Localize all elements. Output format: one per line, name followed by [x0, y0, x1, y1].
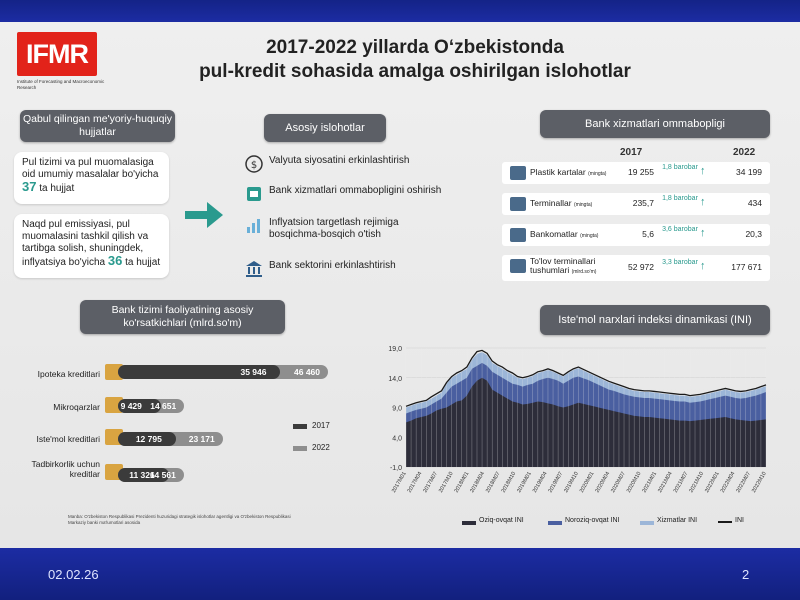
legend-label-food: Oziq-ovqat INI	[479, 517, 524, 524]
value-2022: 14 561	[149, 470, 176, 480]
x-tick-label: 2019M01	[516, 471, 533, 494]
docs-card-2-count: 36	[107, 253, 123, 268]
service-multiplier: 1,8 barobar	[662, 164, 698, 171]
legend-swatch-cpi	[718, 521, 732, 523]
docs-header: Qabul qilingan me'yoriy-huquqiy hujjatlar	[20, 110, 175, 142]
x-tick-label: 2018M07	[484, 471, 502, 494]
x-tick-label: 2017M01	[391, 471, 408, 494]
x-tick-label: 2018M04	[469, 471, 486, 494]
service-label: To'lov terminallari tushumlari (mlrd.so'm)	[530, 256, 597, 275]
x-tick-label: 2020M04	[594, 471, 612, 494]
x-tick-label: 2022M01	[704, 471, 721, 494]
x-tick-label: 2020M07	[610, 471, 627, 494]
x-tick-label: 2021M01	[641, 471, 659, 494]
legend-label-cpi: INI	[735, 517, 744, 524]
service-value-2017: 52 972	[628, 262, 654, 272]
service-row-atms	[502, 224, 770, 246]
service-multiplier: 3,6 barobar	[662, 226, 698, 233]
docs-card-1	[14, 152, 169, 204]
payment-terminal-icon	[510, 259, 526, 273]
top-bar	[0, 0, 800, 22]
x-tick-label: 2021M07	[672, 471, 690, 494]
service-row-cards	[502, 162, 770, 184]
x-tick-label: 2019M10	[563, 471, 580, 494]
source-note: Manba: O'zbekiston Respublikasi Prezidenti huzuridagi strategik islohotlar agentligi va O'zbekiston Respublikasi Markaziy banki ma'lumotlari asosida	[68, 514, 291, 525]
service-value-2017: 235,7	[632, 198, 654, 208]
footer-date: 02.02.26	[48, 567, 99, 582]
indicator-label: Ipoteka kreditlari	[37, 369, 100, 379]
docs-card-1-text: Pul tizimi va pul muomalasiga oid umumiy masalalar bo'yicha	[22, 157, 159, 180]
legend-swatch-2022	[293, 446, 307, 451]
services-year-2017: 2017	[620, 147, 643, 158]
legend-swatch-services	[640, 521, 654, 525]
up-arrow-icon: ↑	[700, 165, 706, 177]
bar-chart-icon	[245, 217, 263, 235]
slide	[0, 22, 800, 548]
reform-item-bank-services	[245, 185, 441, 203]
docs-card-2	[14, 214, 169, 278]
reform-item-currency	[245, 155, 409, 173]
title-line-1: 2017-2022 yillarda O‘zbekistonda	[266, 37, 564, 58]
x-tick-label: 2019M07	[547, 471, 565, 494]
service-label: Terminallar (mingta)	[530, 198, 593, 208]
page-title	[180, 36, 650, 84]
x-tick-label: 2017M07	[422, 471, 440, 494]
x-tick-label: 2022M10	[751, 471, 768, 494]
page-number: 2	[742, 567, 750, 582]
bank-card-icon	[245, 185, 263, 203]
value-2017: 35 946	[240, 367, 267, 377]
y-tick-label: -1,0	[389, 465, 402, 472]
value-2022: 46 460	[294, 367, 320, 377]
terminal-icon	[510, 197, 526, 211]
logo-subtitle: Institute of Forecasting and Macroeconomic Research	[17, 79, 105, 90]
service-value-2022: 34 199	[736, 167, 762, 177]
legend-label-2022: 2022	[312, 443, 330, 452]
svg-text:$: $	[250, 160, 258, 171]
services-year-2022: 2022	[733, 147, 756, 158]
x-tick-label: 2020M01	[578, 471, 596, 494]
legend-swatch-2017	[293, 424, 307, 429]
reform-label: Inflyatsion targetlash rejimiga bosqichma-bosqich o'tish	[269, 217, 399, 240]
service-value-2017: 5,6	[642, 229, 654, 239]
x-tick-label: 2017M04	[406, 471, 424, 494]
up-arrow-icon: ↑	[700, 260, 706, 272]
reform-label: Bank xizmatlari ommabopligini oshirish	[269, 185, 442, 196]
indicator-label: Tadbirkorlik uchun kreditlar	[31, 459, 100, 479]
reform-label: Valyuta siyosatini erkinlashtirish	[269, 155, 410, 166]
service-value-2022: 177 671	[731, 262, 762, 272]
y-tick-label: 4,0	[392, 435, 402, 443]
service-value-2017: 19 255	[628, 167, 654, 177]
reform-item-bank-sector	[245, 260, 396, 278]
docs-card-2-suffix: ta hujjat	[125, 257, 161, 268]
cpi-chart	[378, 340, 778, 515]
indicators-header: Bank tizimi faoliyatining asosiy ko'rsatkichlari (mlrd.so'm)	[80, 300, 285, 334]
x-tick-label: 2018M10	[500, 471, 518, 494]
y-tick-label: 14,0	[388, 375, 402, 383]
currency-icon	[245, 155, 263, 173]
indicator-label: Iste'mol kreditlari	[36, 434, 100, 444]
x-tick-label: 2018M01	[453, 471, 471, 494]
service-label: Bankomatlar (mingta)	[530, 229, 599, 239]
value-2022: 14 651	[150, 401, 177, 411]
x-tick-label: 2022M04	[719, 471, 737, 494]
up-arrow-icon: ↑	[700, 227, 706, 239]
chart-title: Iste'mol narxlari indeksi dinamikasi (INI)	[540, 305, 770, 335]
service-multiplier: 3,3 barobar	[662, 259, 698, 266]
docs-card-2-text: Naqd pul emissiyasi, pul muomalasini tashkil qilish va tartibga solish, shuningdek, inflyatsiya bo'yicha	[22, 219, 149, 268]
plastic-card-icon	[510, 166, 526, 180]
legend-label-2017: 2017	[312, 421, 330, 430]
legend-label-services: Xizmatlar INI	[657, 517, 698, 524]
x-tick-label: 2017M10	[438, 471, 455, 494]
service-multiplier: 1,8 barobar	[662, 195, 698, 202]
atm-icon	[510, 228, 526, 242]
title-line-2: pul-kredit sohasida amalga oshirilgan islohotlar	[199, 61, 631, 82]
up-arrow-icon: ↑	[700, 196, 706, 208]
services-header: Bank xizmatlari ommabopligi	[540, 110, 770, 138]
reforms-header: Asosiy islohotlar	[264, 114, 386, 142]
value-2022: 23 171	[188, 434, 215, 444]
service-value-2022: 434	[747, 198, 762, 208]
reform-item-inflation	[245, 217, 425, 241]
x-tick-label: 2022M07	[735, 471, 753, 494]
indicator-label: Mikroqarzlar	[53, 402, 100, 412]
ifmr-logo: IFMR	[17, 32, 97, 76]
legend-swatch-food	[462, 521, 476, 525]
y-tick-label: 19,0	[388, 346, 402, 353]
value-2017: 12 795	[135, 434, 162, 444]
value-2017: 9 429	[120, 401, 142, 411]
x-tick-label: 2020M10	[625, 471, 643, 494]
x-tick-label: 2021M10	[688, 471, 706, 494]
y-tick-label: 9,0	[392, 405, 402, 413]
value-2017: 11 326	[129, 470, 155, 480]
right-arrow-icon	[185, 200, 225, 230]
legend-label-nonfood: Noroziq-ovqat INI	[565, 517, 620, 524]
docs-card-1-count: 37	[22, 179, 37, 194]
reform-label: Bank sektorini erkinlashtirish	[269, 260, 396, 271]
docs-card-1-suffix: ta hujjat	[39, 183, 75, 194]
x-tick-label: 2021M04	[657, 471, 674, 494]
service-value-2022: 20,3	[745, 229, 762, 239]
service-row-terminals	[502, 193, 770, 215]
bank-building-icon	[245, 260, 263, 278]
service-row-payments	[502, 255, 770, 281]
bottom-bar	[0, 548, 800, 600]
legend-swatch-nonfood	[548, 521, 562, 525]
x-tick-label: 2019M04	[531, 471, 549, 494]
service-label: Plastik kartalar (mingta)	[530, 167, 607, 177]
